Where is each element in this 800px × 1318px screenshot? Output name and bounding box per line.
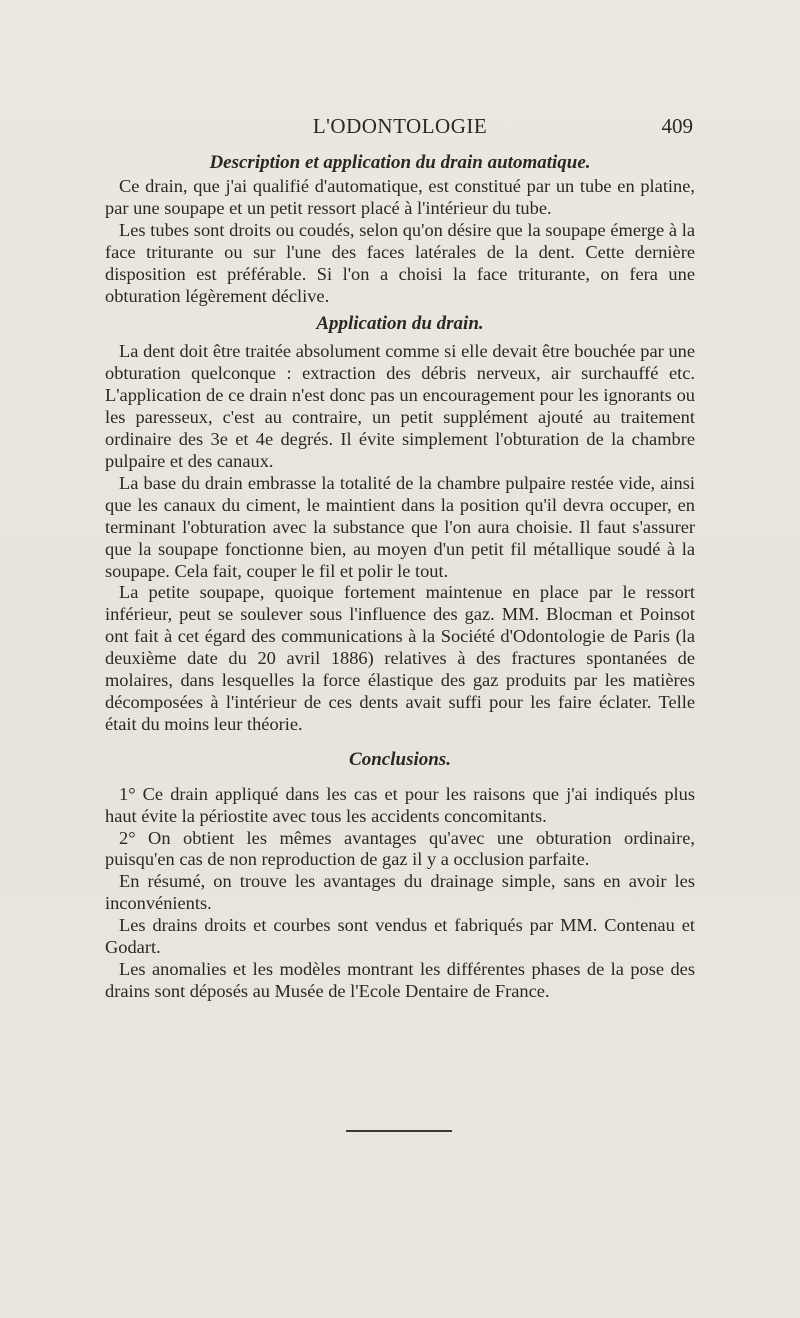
section-title-application: Application du drain. bbox=[316, 313, 484, 335]
paragraph: 1° Ce drain appliqué dans les cas et pour les raisons que j'ai indiqués plus haut évite la périostite avec tous les accidents concomitants. bbox=[105, 783, 695, 826]
page-header bbox=[105, 114, 695, 140]
paragraph: Les anomalies et les modèles montrant les différentes phases de la pose des drains sont déposés au Musée de l'Ecole Dentaire de France. bbox=[105, 959, 695, 1001]
paragraph: Ce drain, que j'ai qualifié d'automatique, est constitué par un tube en platine, par une soupape et un petit ressort placé à l'intérieur du tube. bbox=[105, 176, 695, 218]
running-title: L'ODONTOLOGIE bbox=[312, 114, 488, 138]
paragraph: La dent doit être traitée absolument comme si elle devait être bouchée par une obturation quelconque : extraction des débris nerveux, air surchauffé etc. L'application de ce drain n'est donc pas un encouragement pour les ignorants ou les paresseux, c'est au contraire, un petit supplément ajouté au traitement ordinaire des 3e et 4e degrés. Il évite simplement l'obturation de la chambre pulpaire et des canaux. bbox=[105, 341, 695, 471]
paragraph: La base du drain embrasse la totalité de la chambre pulpaire restée vide, ainsi que les canaux du ciment, le maintient dans la position qu'il devra occuper, en terminant l'obturation avec la substance que l'on aura choisie. Il faut s'assurer que la soupape fonctionne bien, au moyen d'un petit fil métallique soudé à la soupape. Cela fait, couper le fil et polir le tout. bbox=[105, 472, 695, 581]
page-number: 409 bbox=[661, 114, 693, 138]
paragraph: Les tubes sont droits ou coudés, selon qu'on désire que la soupape émerge à la face triturante ou sur l'une des faces latérales de la dent. Cette dernière disposition est préférable. Si l'on a choisi la face triturante, on fera une obturation légèrement déclive. bbox=[105, 219, 695, 306]
section-title-conclusions: Conclusions. bbox=[349, 748, 451, 770]
paragraph: En résumé, on trouve les avantages du drainage simple, sans en avoir les inconvénients. bbox=[105, 871, 695, 914]
paragraph: La petite soupape, quoique fortement maintenue en place par le ressort inférieur, peut se soulever sous l'influence des gaz. MM. Blocman et Poinsot ont fait à cet égard des communications à la Société d'Odontologie de Paris (la deuxième date du 20 avril 1886) relatives à des fractures spontanées de molaires, dans lesquelles la force élastique des gaz produits par les matières décomposées à l'intérieur de ces dents avait suffi pour les faire éclater. Telle était du moins leur théorie. bbox=[105, 582, 695, 734]
section-title-description: Description et application du drain automatique. bbox=[209, 152, 591, 173]
body-text bbox=[105, 150, 695, 1003]
closing-rule bbox=[346, 1130, 452, 1132]
paragraph: Les drains droits et courbes sont vendus et fabriqués par MM. Contenau et Godart. bbox=[105, 915, 695, 958]
paragraph: 2° On obtient les mêmes avantages qu'avec une obturation ordinaire, puisqu'en cas de non reproduction de gaz il y a occlusion parfaite. bbox=[105, 827, 695, 870]
